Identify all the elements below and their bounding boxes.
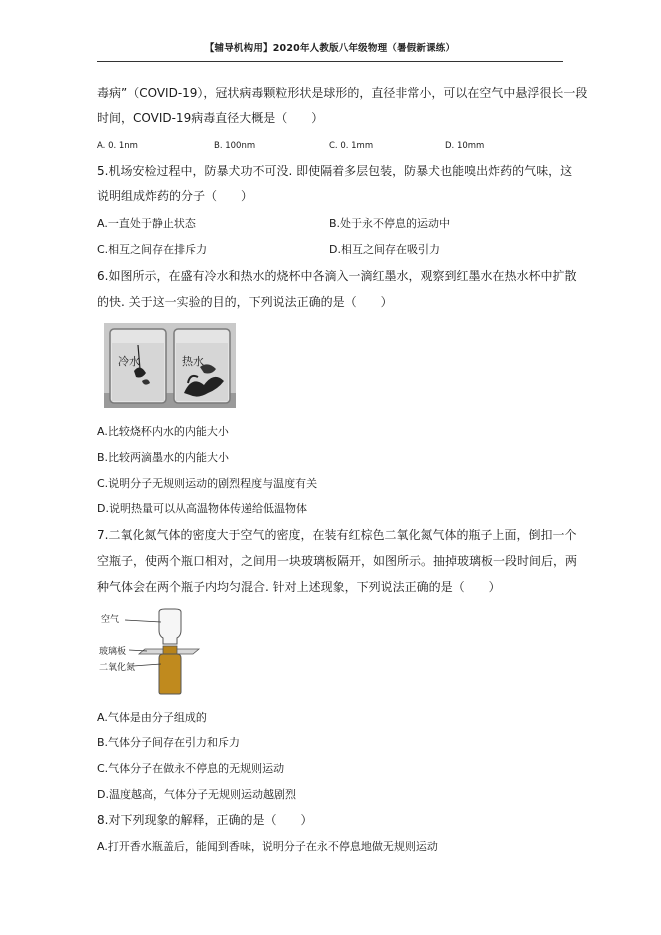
glass-plate-label: 玻璃板: [99, 647, 127, 657]
hot-water-label: 热水: [182, 355, 204, 368]
q4-option-a: A. 0. 1nm: [97, 141, 138, 151]
q7-option-d: D.温度越高，气体分子无规则运动越剧烈: [97, 788, 296, 801]
gas-bottles-figure: [99, 608, 209, 696]
q7-line-2: 空瓶子，使两个瓶口相对，之间用一块玻璃板隔开，如图所示。抽掉玻璃板一段时间后，两: [97, 554, 578, 568]
q7-line-1: 7.二氧化氮气体的密度大于空气的密度，在装有红棕色二氧化氮气体的瓶子上面，倒扣一个: [97, 528, 577, 542]
q8-line-1: 8.对下列现象的解释，正确的是（ ）: [97, 813, 313, 827]
q6-option-b: B.比较两滴墨水的内能大小: [97, 451, 230, 464]
q4-option-b: B. 100nm: [214, 141, 256, 151]
page-header: 【辅导机构用】2020年人教版八年级物理（暑假新课练）: [204, 43, 456, 54]
q5-option-c: C.相互之间存在排斥力: [97, 243, 208, 256]
q7-option-c: C.气体分子在做永不停息的无规则运动: [97, 762, 285, 775]
q5-option-a: A.一直处于静止状态: [97, 217, 196, 230]
q6-line-1: 6.如图所示，在盛有冷水和热水的烧杯中各滴入一滴红墨水，观察到红墨水在热水杯中扩散: [97, 269, 577, 283]
q5-line-1: 5.机场安检过程中，防暴犬功不可没. 即使隔着多层包装，防暴犬也能嗅出炸药的气味，这: [97, 164, 573, 178]
q5-line-2: 说明组成炸药的分子（ ）: [97, 189, 254, 203]
air-label: 空气: [101, 615, 120, 625]
q8-option-a: A.打开香水瓶盖后，能闻到香味，说明分子在永不停息地做无规则运动: [97, 840, 438, 853]
q6-option-d: D.说明热量可以从高温物体传递给低温物体: [97, 502, 307, 515]
no2-label: 二氧化氮: [99, 663, 136, 673]
q4-line-2: 时间，COVID-19病毒直径大概是（ ）: [97, 111, 324, 125]
header-rule: [97, 61, 563, 62]
q4-option-d: D. 10mm: [445, 141, 485, 151]
q4-option-c: C. 0. 1mm: [329, 141, 374, 151]
q5-option-b: B.处于永不停息的运动中: [329, 217, 451, 230]
beakers-figure: [104, 323, 236, 408]
q5-option-d: D.相互之间存在吸引力: [329, 243, 440, 256]
q7-line-3: 种气体会在两个瓶子内均匀混合. 针对上述现象，下列说法正确的是（ ）: [97, 580, 501, 594]
q7-option-a: A.气体是由分子组成的: [97, 711, 207, 724]
q6-option-c: C.说明分子无规则运动的剧烈程度与温度有关: [97, 477, 318, 490]
q6-option-a: A.比较烧杯内水的内能大小: [97, 425, 229, 438]
q7-option-b: B.气体分子间存在引力和斥力: [97, 736, 241, 749]
cold-water-label: 冷水: [118, 355, 140, 368]
q4-line-1: 毒病”（COVID-19），冠状病毒颗粒形状是球形的，直径非常小，可以在空气中悬浮很长一段: [97, 86, 588, 100]
q6-line-2: 的快. 关于这一实验的目的，下列说法正确的是（ ）: [97, 295, 393, 309]
